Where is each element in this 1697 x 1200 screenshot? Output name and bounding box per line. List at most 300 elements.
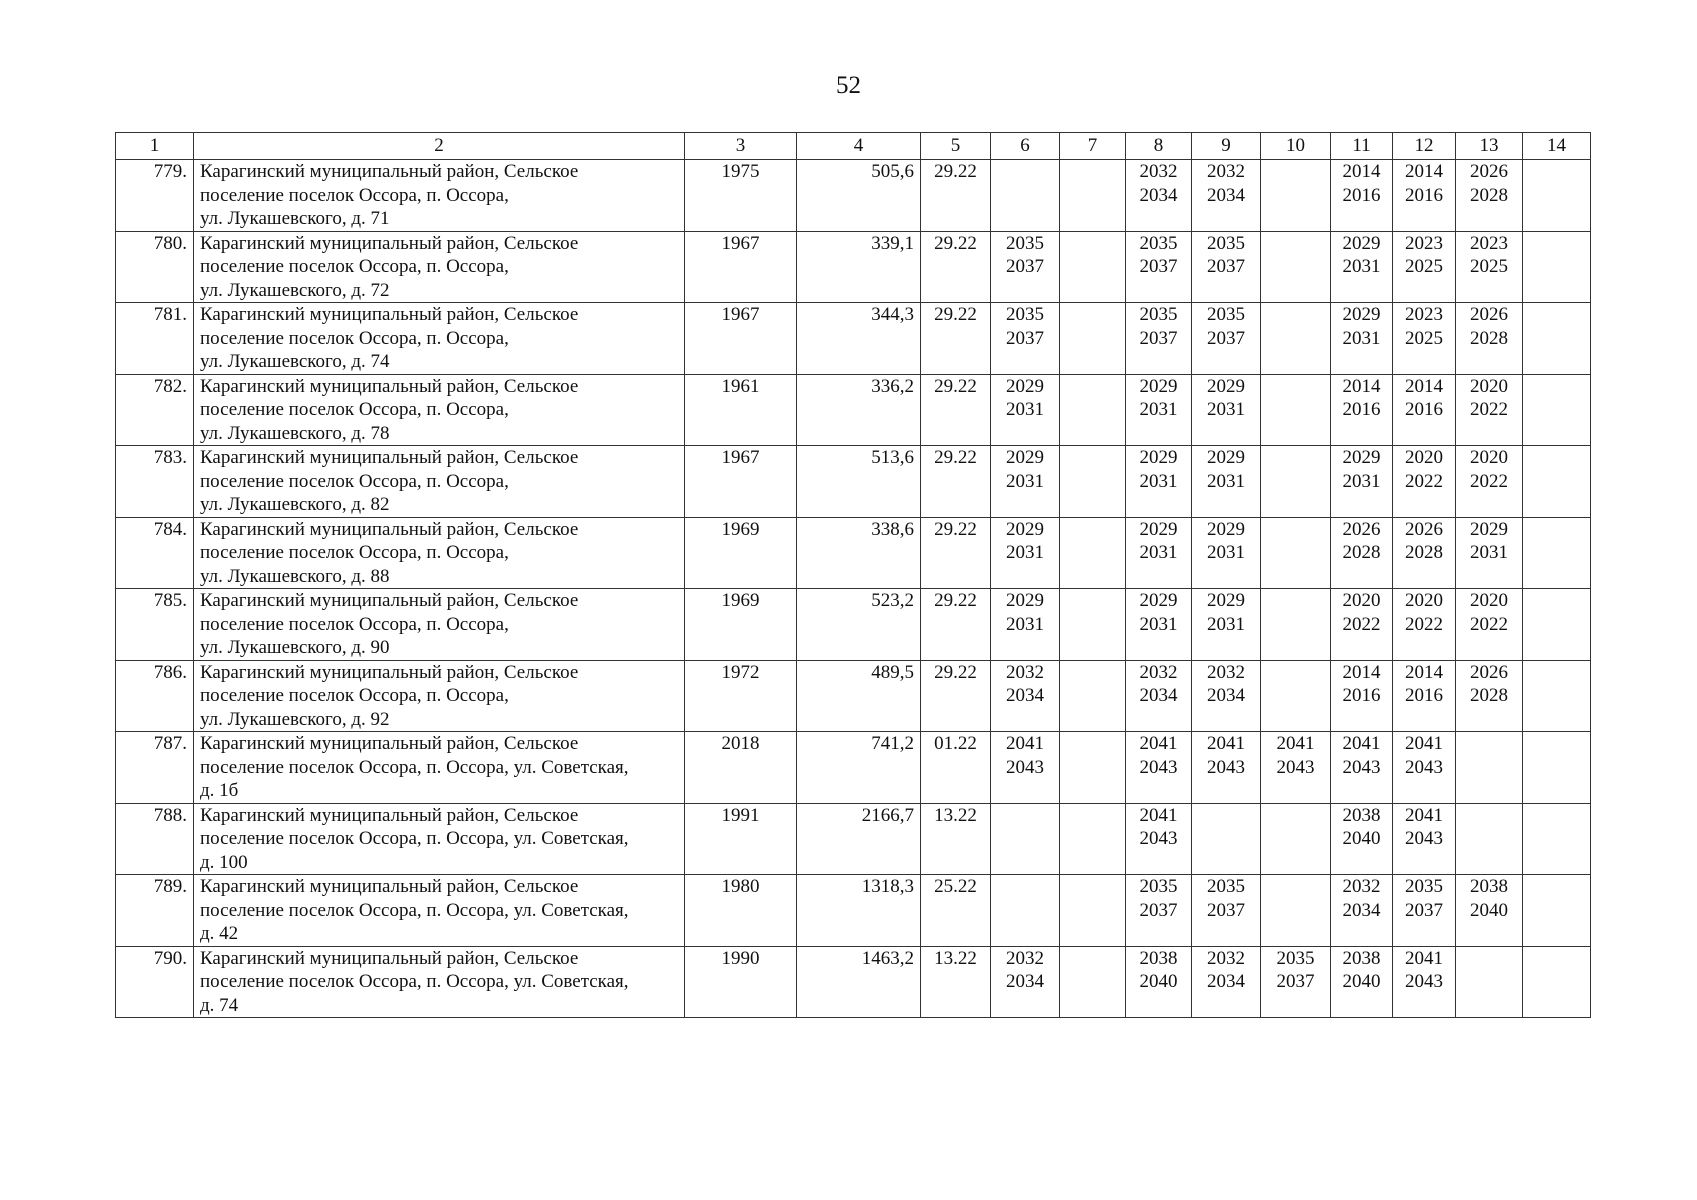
period-year: 2029 — [1342, 232, 1381, 254]
column-header: 9 — [1192, 133, 1261, 160]
period-year: 2035 — [1006, 304, 1044, 325]
period-year: 2014 — [1405, 375, 1443, 397]
period-year: 2037 — [1207, 256, 1245, 277]
period-cell-c8 — [1126, 231, 1192, 303]
period-cell-c7 — [1060, 160, 1126, 232]
period-cell-c12 — [1393, 589, 1456, 661]
period-cell-c11 — [1331, 160, 1393, 232]
address-line: д. 42 — [200, 923, 239, 944]
period-year: 2020 — [1470, 375, 1508, 397]
period-cell-c9 — [1192, 732, 1261, 804]
table-row — [116, 446, 1591, 518]
code-cell: 29.22 — [921, 589, 991, 661]
period-cell-c11 — [1331, 231, 1393, 303]
build-year-cell: 1961 — [685, 374, 797, 446]
period-year: 2038 — [1342, 804, 1381, 826]
address-line: поселение поселок Оссора, п. Оссора, ул. Советская, — [200, 828, 629, 849]
address-line: Карагинский муниципальный район, Сельское — [200, 876, 579, 897]
code-cell: 29.22 — [921, 160, 991, 232]
period-cell-c12 — [1393, 803, 1456, 875]
period-cell-c6 — [991, 517, 1060, 589]
address-line: поселение поселок Оссора, п. Оссора, — [200, 542, 509, 563]
code-cell: 29.22 — [921, 374, 991, 446]
period-year: 2034 — [1006, 971, 1044, 992]
table-row — [116, 231, 1591, 303]
header-row — [116, 133, 1591, 160]
code-cell: 29.22 — [921, 517, 991, 589]
period-cell-c6 — [991, 231, 1060, 303]
period-year: 2022 — [1470, 470, 1508, 492]
column-header: 3 — [685, 133, 797, 160]
period-cell-c10 — [1261, 374, 1331, 446]
period-cell-c8 — [1126, 446, 1192, 518]
address-line: Карагинский муниципальный район, Сельское — [200, 232, 579, 254]
period-cell-c7 — [1060, 231, 1126, 303]
period-cell-c14 — [1523, 875, 1591, 947]
period-year: 2031 — [1006, 470, 1044, 492]
period-cell-c12 — [1393, 446, 1456, 518]
address-cell — [194, 875, 685, 947]
area-cell: 523,2 — [797, 589, 921, 661]
period-cell-c14 — [1523, 231, 1591, 303]
period-year: 2034 — [1006, 685, 1044, 706]
column-header: 8 — [1126, 133, 1192, 160]
code-cell: 29.22 — [921, 231, 991, 303]
period-year: 2043 — [1139, 828, 1178, 849]
period-year: 2040 — [1470, 899, 1508, 921]
code-cell: 25.22 — [921, 875, 991, 947]
period-year: 2026 — [1342, 518, 1381, 540]
period-cell-c6 — [991, 946, 1060, 1018]
address-line: ул. Лукашевского, д. 71 — [200, 208, 390, 229]
period-year: 2031 — [1139, 399, 1178, 420]
period-cell-c7 — [1060, 303, 1126, 375]
column-header: 13 — [1456, 133, 1523, 160]
address-line: Карагинский муниципальный район, Сельское — [200, 661, 579, 683]
period-year: 2029 — [1139, 590, 1178, 611]
period-year: 2014 — [1405, 661, 1443, 683]
period-cell-c9 — [1192, 303, 1261, 375]
address-line: Карагинский муниципальный район, Сельское — [200, 733, 579, 754]
period-cell-c14 — [1523, 517, 1591, 589]
period-year: 2031 — [1006, 613, 1044, 635]
period-cell-c10 — [1261, 660, 1331, 732]
address-line: Карагинский муниципальный район, Сельское — [200, 804, 579, 826]
build-year-cell: 1967 — [685, 303, 797, 375]
period-year: 2035 — [1139, 304, 1178, 325]
period-year: 2016 — [1342, 685, 1381, 706]
address-line: ул. Лукашевского, д. 78 — [200, 422, 390, 444]
period-cell-c12 — [1393, 875, 1456, 947]
period-year: 2043 — [1342, 756, 1381, 778]
column-header: 7 — [1060, 133, 1126, 160]
period-cell-c13 — [1456, 875, 1523, 947]
period-year: 2041 — [1139, 733, 1178, 754]
period-year: 2029 — [1006, 518, 1044, 540]
period-year: 2014 — [1405, 161, 1443, 182]
period-year: 2031 — [1470, 542, 1508, 563]
period-cell-c10 — [1261, 589, 1331, 661]
table-body — [116, 160, 1591, 1018]
period-year: 2022 — [1342, 613, 1381, 635]
row-number-cell: 787. — [116, 732, 194, 804]
period-year: 2043 — [1139, 756, 1178, 778]
period-year: 2031 — [1207, 542, 1245, 563]
period-cell-c11 — [1331, 517, 1393, 589]
period-year: 2037 — [1139, 327, 1178, 349]
address-line: поселение поселок Оссора, п. Оссора, — [200, 327, 509, 349]
column-header: 2 — [194, 133, 685, 160]
period-year: 2016 — [1405, 184, 1443, 206]
address-line: поселение поселок Оссора, п. Оссора, ул. Советская, — [200, 971, 629, 992]
period-year: 2041 — [1342, 733, 1381, 754]
code-cell: 29.22 — [921, 303, 991, 375]
area-cell: 1318,3 — [797, 875, 921, 947]
address-line: Карагинский муниципальный район, Сельское — [200, 304, 579, 325]
period-cell-c13 — [1456, 660, 1523, 732]
period-cell-c10 — [1261, 160, 1331, 232]
period-cell-c8 — [1126, 660, 1192, 732]
period-year: 2032 — [1006, 947, 1044, 969]
period-year: 2031 — [1207, 399, 1245, 420]
period-year: 2029 — [1139, 447, 1178, 468]
period-cell-c6 — [991, 160, 1060, 232]
area-cell: 505,6 — [797, 160, 921, 232]
address-line: поселение поселок Оссора, п. Оссора, — [200, 613, 509, 635]
period-year: 2043 — [1405, 828, 1443, 849]
period-year: 2031 — [1207, 613, 1245, 635]
period-year: 2035 — [1207, 232, 1245, 254]
period-cell-c12 — [1393, 374, 1456, 446]
period-cell-c9 — [1192, 946, 1261, 1018]
period-year: 2029 — [1006, 375, 1044, 397]
address-line: Карагинский муниципальный район, Сельское — [200, 518, 579, 540]
period-year: 2031 — [1207, 470, 1245, 492]
period-cell-c10 — [1261, 231, 1331, 303]
period-year: 2041 — [1276, 733, 1315, 754]
address-line: Карагинский муниципальный район, Сельское — [200, 447, 579, 468]
period-year: 2016 — [1342, 184, 1381, 206]
period-cell-c14 — [1523, 446, 1591, 518]
row-number-cell: 784. — [116, 517, 194, 589]
address-line: поселение поселок Оссора, п. Оссора, — [200, 256, 509, 277]
period-cell-c10 — [1261, 732, 1331, 804]
period-cell-c14 — [1523, 803, 1591, 875]
code-cell: 13.22 — [921, 946, 991, 1018]
period-year: 2014 — [1342, 161, 1381, 182]
period-year: 2028 — [1405, 542, 1443, 563]
period-year: 2023 — [1405, 304, 1443, 325]
period-cell-c8 — [1126, 517, 1192, 589]
period-year: 2016 — [1405, 399, 1443, 420]
address-line: д. 100 — [200, 851, 248, 873]
period-cell-c6 — [991, 374, 1060, 446]
period-year: 2035 — [1276, 947, 1315, 969]
period-year: 2029 — [1207, 447, 1245, 468]
period-cell-c7 — [1060, 660, 1126, 732]
period-cell-c14 — [1523, 660, 1591, 732]
period-cell-c9 — [1192, 660, 1261, 732]
period-cell-c8 — [1126, 589, 1192, 661]
period-year: 2041 — [1405, 804, 1443, 826]
area-cell: 489,5 — [797, 660, 921, 732]
column-header: 12 — [1393, 133, 1456, 160]
period-cell-c10 — [1261, 446, 1331, 518]
period-cell-c10 — [1261, 803, 1331, 875]
period-cell-c9 — [1192, 875, 1261, 947]
period-year: 2041 — [1405, 733, 1443, 754]
period-year: 2037 — [1276, 971, 1315, 992]
table-row — [116, 803, 1591, 875]
period-year: 2023 — [1405, 232, 1443, 254]
page-number: 52 — [836, 72, 861, 99]
period-year: 2032 — [1342, 876, 1381, 897]
row-number-cell: 780. — [116, 231, 194, 303]
table-row — [116, 589, 1591, 661]
period-cell-c8 — [1126, 303, 1192, 375]
period-cell-c11 — [1331, 803, 1393, 875]
period-year: 2028 — [1470, 327, 1508, 349]
period-cell-c9 — [1192, 803, 1261, 875]
period-cell-c8 — [1126, 160, 1192, 232]
address-line: ул. Лукашевского, д. 74 — [200, 351, 390, 372]
build-year-cell: 1991 — [685, 803, 797, 875]
period-cell-c7 — [1060, 517, 1126, 589]
period-cell-c9 — [1192, 589, 1261, 661]
address-cell — [194, 160, 685, 232]
column-header: 6 — [991, 133, 1060, 160]
address-line: Карагинский муниципальный район, Сельское — [200, 161, 579, 182]
period-cell-c6 — [991, 303, 1060, 375]
period-year: 2043 — [1405, 971, 1443, 992]
table-row — [116, 374, 1591, 446]
period-year: 2035 — [1405, 876, 1443, 897]
table-row — [116, 946, 1591, 1018]
period-year: 2031 — [1342, 327, 1381, 349]
period-cell-c9 — [1192, 160, 1261, 232]
period-cell-c6 — [991, 875, 1060, 947]
period-cell-c12 — [1393, 946, 1456, 1018]
address-line: поселение поселок Оссора, п. Оссора, — [200, 184, 509, 206]
row-number-cell: 790. — [116, 946, 194, 1018]
row-number-cell: 782. — [116, 374, 194, 446]
build-year-cell: 1967 — [685, 446, 797, 518]
period-year: 2041 — [1006, 733, 1044, 754]
period-cell-c6 — [991, 803, 1060, 875]
period-cell-c8 — [1126, 732, 1192, 804]
period-year: 2031 — [1139, 613, 1178, 635]
period-cell-c7 — [1060, 732, 1126, 804]
period-year: 2031 — [1139, 470, 1178, 492]
period-year: 2043 — [1405, 756, 1443, 778]
period-cell-c9 — [1192, 374, 1261, 446]
period-cell-c7 — [1060, 446, 1126, 518]
period-cell-c13 — [1456, 517, 1523, 589]
period-cell-c14 — [1523, 160, 1591, 232]
period-year: 2040 — [1342, 828, 1381, 849]
period-cell-c13 — [1456, 732, 1523, 804]
area-cell: 1463,2 — [797, 946, 921, 1018]
period-cell-c12 — [1393, 660, 1456, 732]
period-cell-c11 — [1331, 589, 1393, 661]
period-year: 2020 — [1470, 447, 1508, 468]
period-year: 2038 — [1342, 947, 1381, 969]
period-year: 2026 — [1470, 661, 1508, 683]
period-cell-c11 — [1331, 303, 1393, 375]
address-cell — [194, 732, 685, 804]
address-cell — [194, 803, 685, 875]
row-number-cell: 779. — [116, 160, 194, 232]
period-cell-c13 — [1456, 303, 1523, 375]
period-year: 2034 — [1207, 971, 1245, 992]
area-cell: 339,1 — [797, 231, 921, 303]
address-cell — [194, 231, 685, 303]
period-year: 2031 — [1139, 542, 1178, 563]
area-cell: 513,6 — [797, 446, 921, 518]
address-line: ул. Лукашевского, д. 92 — [200, 708, 390, 730]
period-year: 2035 — [1139, 232, 1178, 254]
period-cell-c12 — [1393, 303, 1456, 375]
period-year: 2022 — [1405, 470, 1443, 492]
area-cell: 344,3 — [797, 303, 921, 375]
registry-table — [115, 132, 1591, 1018]
period-cell-c10 — [1261, 875, 1331, 947]
period-year: 2029 — [1342, 447, 1381, 468]
period-year: 2035 — [1207, 304, 1245, 325]
build-year-cell: 1972 — [685, 660, 797, 732]
build-year-cell: 1980 — [685, 875, 797, 947]
period-year: 2037 — [1207, 899, 1245, 921]
address-line: поселение поселок Оссора, п. Оссора, ул. Советская, — [200, 899, 629, 921]
period-year: 2032 — [1207, 947, 1245, 969]
period-year: 2034 — [1342, 899, 1381, 921]
row-number-cell: 785. — [116, 589, 194, 661]
period-year: 2025 — [1470, 256, 1508, 277]
address-line: ул. Лукашевского, д. 88 — [200, 565, 390, 587]
period-year: 2029 — [1207, 518, 1245, 540]
period-year: 2034 — [1207, 685, 1245, 706]
period-year: 2016 — [1342, 399, 1381, 420]
period-year: 2037 — [1006, 256, 1044, 277]
period-cell-c13 — [1456, 160, 1523, 232]
address-cell — [194, 446, 685, 518]
address-line: д. 74 — [200, 994, 239, 1016]
period-cell-c14 — [1523, 303, 1591, 375]
address-line: ул. Лукашевского, д. 82 — [200, 494, 390, 515]
row-number-cell: 789. — [116, 875, 194, 947]
area-cell: 741,2 — [797, 732, 921, 804]
address-cell — [194, 303, 685, 375]
period-year: 2029 — [1139, 518, 1178, 540]
period-cell-c12 — [1393, 160, 1456, 232]
period-year: 2020 — [1405, 447, 1443, 468]
period-cell-c6 — [991, 732, 1060, 804]
period-cell-c12 — [1393, 231, 1456, 303]
period-year: 2031 — [1006, 542, 1044, 563]
period-cell-c11 — [1331, 946, 1393, 1018]
column-header: 5 — [921, 133, 991, 160]
build-year-cell: 1975 — [685, 160, 797, 232]
period-year: 2035 — [1207, 876, 1245, 897]
period-cell-c9 — [1192, 231, 1261, 303]
period-year: 2032 — [1207, 161, 1245, 182]
period-year: 2029 — [1006, 447, 1044, 468]
build-year-cell: 1990 — [685, 946, 797, 1018]
area-cell: 338,6 — [797, 517, 921, 589]
period-cell-c10 — [1261, 303, 1331, 375]
row-number-cell: 786. — [116, 660, 194, 732]
period-cell-c11 — [1331, 446, 1393, 518]
period-year: 2028 — [1342, 542, 1381, 563]
period-cell-c8 — [1126, 875, 1192, 947]
period-cell-c13 — [1456, 231, 1523, 303]
period-cell-c6 — [991, 589, 1060, 661]
period-year: 2041 — [1405, 947, 1443, 969]
period-year: 2031 — [1006, 399, 1044, 420]
period-year: 2028 — [1470, 184, 1508, 206]
period-year: 2043 — [1207, 756, 1245, 778]
period-year: 2043 — [1276, 756, 1315, 778]
period-cell-c11 — [1331, 660, 1393, 732]
area-cell: 2166,7 — [797, 803, 921, 875]
address-line: ул. Лукашевского, д. 72 — [200, 279, 390, 301]
period-year: 2020 — [1405, 590, 1443, 611]
period-year: 2041 — [1139, 804, 1178, 826]
period-cell-c14 — [1523, 374, 1591, 446]
period-cell-c8 — [1126, 946, 1192, 1018]
period-year: 2037 — [1207, 327, 1245, 349]
period-year: 2034 — [1207, 184, 1245, 206]
address-line: поселение поселок Оссора, п. Оссора, — [200, 685, 509, 706]
period-year: 2026 — [1470, 304, 1508, 325]
period-year: 2023 — [1470, 232, 1508, 254]
address-line: Карагинский муниципальный район, Сельское — [200, 375, 579, 397]
period-year: 2041 — [1207, 733, 1245, 754]
period-year: 2038 — [1139, 947, 1178, 969]
address-line: поселение поселок Оссора, п. Оссора, ул. Советская, — [200, 756, 629, 778]
period-year: 2020 — [1342, 590, 1381, 611]
period-year: 2037 — [1006, 327, 1044, 349]
period-cell-c8 — [1126, 374, 1192, 446]
row-number-cell: 788. — [116, 803, 194, 875]
address-cell — [194, 374, 685, 446]
column-header: 11 — [1331, 133, 1393, 160]
address-cell — [194, 660, 685, 732]
address-cell — [194, 589, 685, 661]
period-year: 2032 — [1139, 661, 1178, 683]
column-header: 4 — [797, 133, 921, 160]
period-year: 2038 — [1470, 876, 1508, 897]
period-cell-c14 — [1523, 946, 1591, 1018]
column-header: 10 — [1261, 133, 1331, 160]
period-year: 2029 — [1139, 375, 1178, 397]
period-cell-c7 — [1060, 589, 1126, 661]
period-cell-c12 — [1393, 732, 1456, 804]
period-year: 2029 — [1342, 304, 1381, 325]
code-cell: 29.22 — [921, 660, 991, 732]
address-line: поселение поселок Оссора, п. Оссора, — [200, 399, 509, 420]
code-cell: 29.22 — [921, 446, 991, 518]
column-header: 14 — [1523, 133, 1591, 160]
period-year: 2032 — [1006, 661, 1044, 683]
period-year: 2025 — [1405, 327, 1443, 349]
period-cell-c7 — [1060, 946, 1126, 1018]
address-line: поселение поселок Оссора, п. Оссора, — [200, 470, 509, 492]
period-cell-c10 — [1261, 517, 1331, 589]
code-cell: 01.22 — [921, 732, 991, 804]
period-cell-c11 — [1331, 732, 1393, 804]
period-year: 2016 — [1405, 685, 1443, 706]
